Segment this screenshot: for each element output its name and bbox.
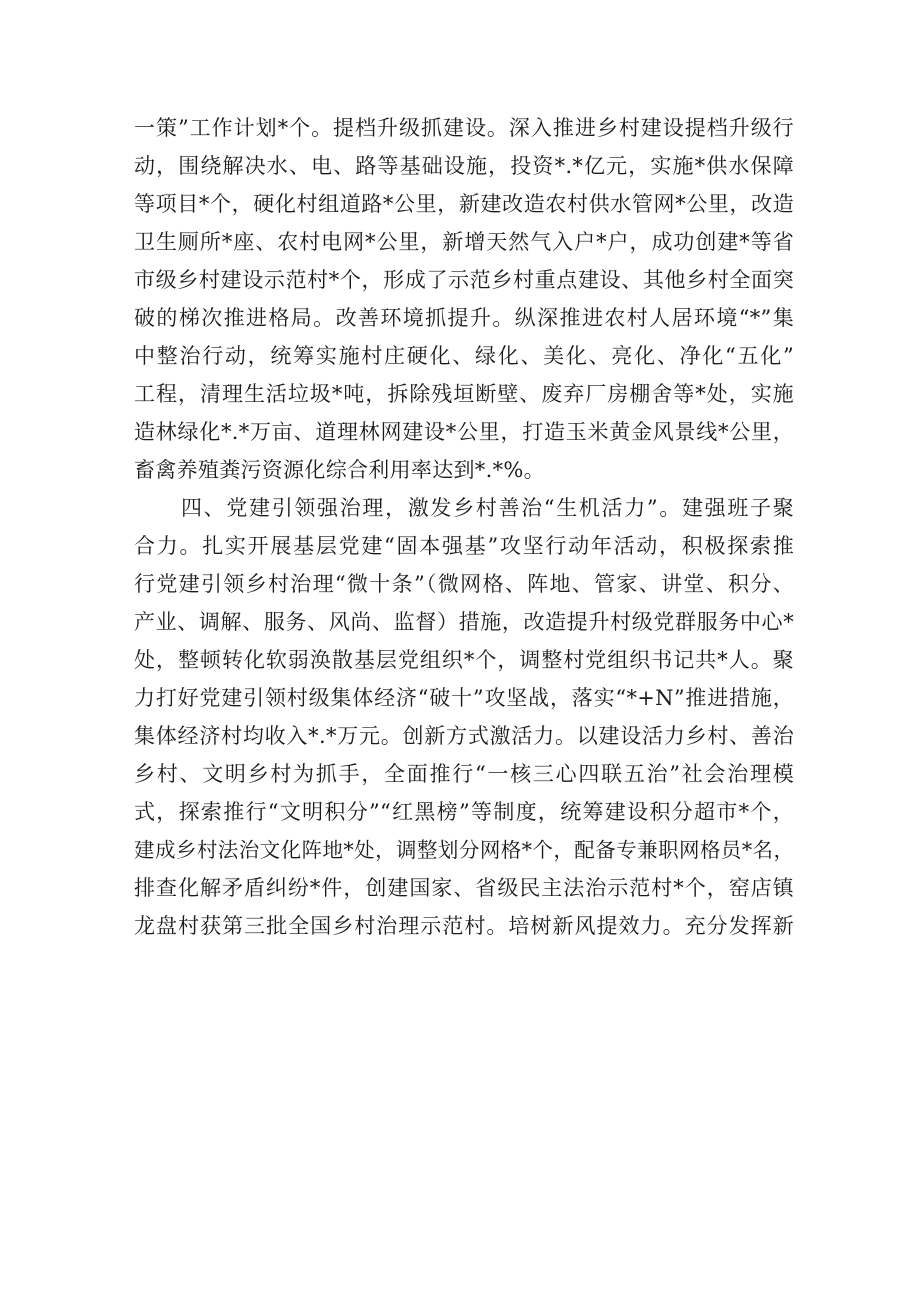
section-heading-line: 四、党建引领强治理，激发乡村善治“生机活力”。建强班子聚 (181, 496, 794, 520)
text-line: 造林绿化*.*万亩、道理林网建设*公里，打造玉米黄金风景线*公里， (134, 420, 794, 444)
text-line: 市级乡村建设示范村*个，形成了示范乡村重点建设、其他乡村全面突 (134, 268, 794, 292)
text-line: 一策”工作计划*个。提档升级抓建设。深入推进乡村建设提档升级行 (134, 116, 794, 140)
text-line: 破的梯次推进格局。改善环境抓提升。纵深推进农村人居环境“*”集 (134, 306, 794, 330)
text-line: 动，围绕解决水、电、路等基础设施，投资*.*亿元，实施*供水保障 (134, 154, 794, 178)
text-line: 中整治行动，统筹实施村庄硬化、绿化、美化、亮化、净化“五化” (134, 344, 794, 368)
text-line: 排查化解矛盾纠纷*件，创建国家、省级民主法治示范村*个，窑店镇 (134, 876, 794, 900)
text-line: 合力。扎实开展基层党建“固本强基”攻坚行动年活动，积极探索推 (134, 534, 794, 558)
text-line: 集体经济村均收入*.*万元。创新方式激活力。以建设活力乡村、善治 (134, 724, 794, 748)
text-line: 卫生厕所*座、农村电网*公里，新增天然气入户*户，成功创建*等省 (134, 230, 794, 254)
text-line: 工程，清理生活垃圾*吨，拆除残垣断壁、废弃厂房棚舍等*处，实施 (134, 382, 794, 406)
text-line: 建成乡村法治文化阵地*处，调整划分网格*个，配备专兼职网格员*名， (134, 838, 794, 862)
text-line: 式，探索推行“文明积分”“红黑榜”等制度，统筹建设积分超市*个， (134, 800, 794, 824)
text-line: 龙盘村获第三批全国乡村治理示范村。培树新风提效力。充分发挥新 (134, 914, 794, 938)
text-line: 产业、调解、服务、风尚、监督）措施，改造提升村级党群服务中心* (134, 610, 794, 634)
text-line: 畜禽养殖粪污资源化综合利用率达到*.*%。 (134, 458, 545, 482)
text-line: 等项目*个，硬化村组道路*公里，新建改造农村供水管网*公里，改造 (134, 192, 794, 216)
text-line: 处，整顿转化软弱涣散基层党组织*个，调整村党组织书记共*人。聚 (134, 648, 794, 672)
text-line: 乡村、文明乡村为抓手，全面推行“一核三心四联五治”社会治理模 (134, 762, 794, 786)
text-line: 力打好党建引领村级集体经济“破十”攻坚战，落实“*+N”推进措施， (134, 686, 794, 710)
text-line: 行党建引领乡村治理“微十条”（微网格、阵地、管家、讲堂、积分、 (134, 572, 794, 596)
